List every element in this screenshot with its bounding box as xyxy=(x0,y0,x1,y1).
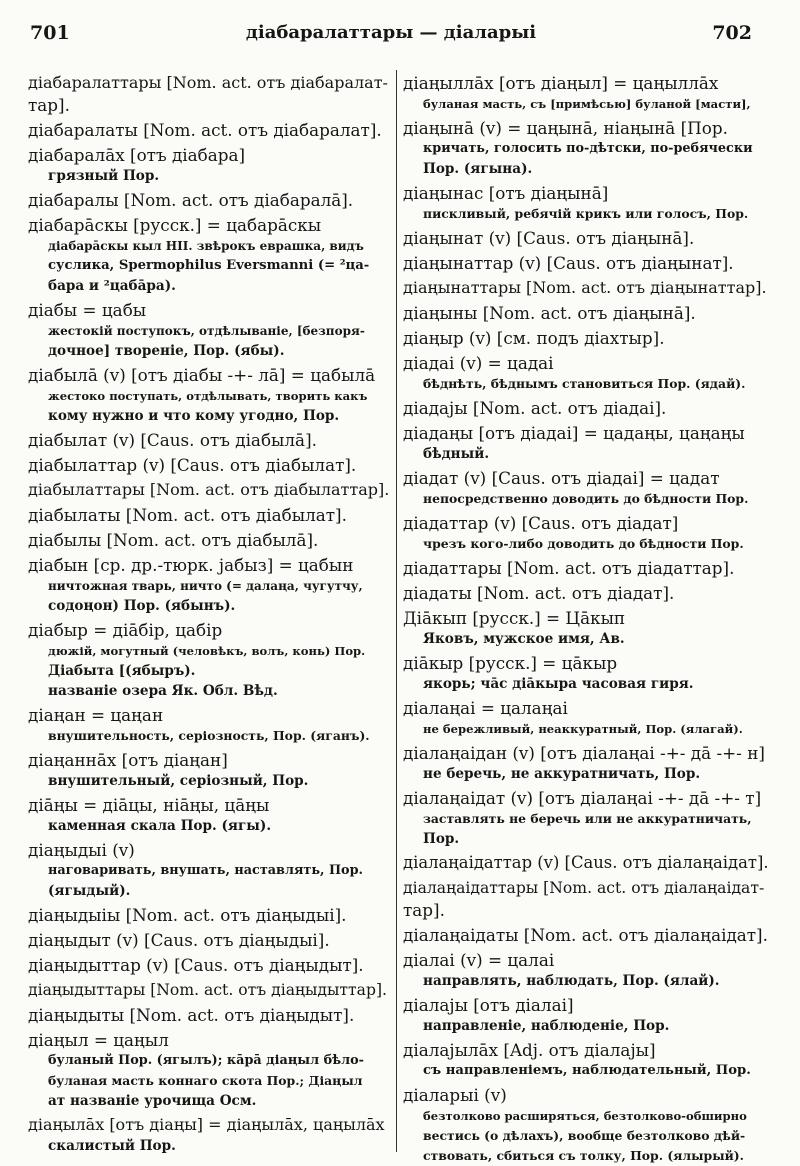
entry-gloss-line: пискливый, ребячій крикъ или голосъ, Пор. xyxy=(423,206,749,221)
entry-headword-line: діалајылāх [Adj. отъ діалајы] xyxy=(403,1040,656,1060)
dictionary-entry xyxy=(28,364,392,426)
entry-headword-line: тар]. xyxy=(28,95,70,115)
dictionary-entry xyxy=(403,182,773,224)
dictionary-entry xyxy=(28,1029,392,1111)
entry-headword-line: діаңылāх [отъ діаңы] = діаңылāх, цаңылāх xyxy=(28,1115,385,1134)
entry-gloss-line: дочное] твореніе, Пор. (ябы). xyxy=(48,343,285,359)
entry-headword-line: діалаңаідаты [Nom. act. отъ діалаңаідат]. xyxy=(403,925,768,945)
entry-headword-line: діалаңаідаттары [Nom. act. отъ діалаңаідат- xyxy=(403,879,765,897)
entry-headword-line: діалаңаідан (v) [отъ діалаңаі -+- дā -+- н] xyxy=(403,743,765,763)
entry-gloss-line: скалистый Пор. xyxy=(48,1138,176,1154)
entry-gloss-line: внушительность, серіозность, Пор. (яганъ). xyxy=(48,728,370,743)
dictionary-entry xyxy=(28,479,392,501)
entry-headword-line: діабылā (v) [отъ діабы -+- лā] = цабылā xyxy=(28,365,376,385)
entry-headword-line: діаңыдыт (v) [Caus. отъ діаңыдыі]. xyxy=(28,930,330,950)
right-column xyxy=(403,72,773,1163)
entry-gloss-line: грязный Пор. xyxy=(48,168,160,184)
entry-headword-line: діабы = цабы xyxy=(28,300,147,320)
dictionary-entry xyxy=(403,924,773,946)
entry-gloss-line: направленіе, наблюденіе, Пор. xyxy=(423,1018,670,1034)
entry-headword-line: діаңыны [Nom. act. отъ діаңынā]. xyxy=(403,303,696,323)
dictionary-entry xyxy=(403,1039,773,1081)
entry-gloss-line: непосредственно доводить до бѣдности Пор. xyxy=(423,491,749,506)
dictionary-entry xyxy=(403,949,773,991)
entry-gloss-line: наговаривать, внушать, наставлять, Пор. xyxy=(48,863,363,878)
running-title: діабаралаттары — діаларыі xyxy=(245,22,537,43)
dictionary-entry xyxy=(403,697,773,739)
dictionary-entry xyxy=(403,302,773,324)
entry-headword-line: діаңыдыты [Nom. act. отъ діаңыдыт]. xyxy=(28,1005,355,1025)
dictionary-entry xyxy=(28,119,392,141)
dictionary-entry xyxy=(403,352,773,394)
entry-gloss-line: Пор. (ягына). xyxy=(423,161,533,177)
entry-gloss-line: заставлять не беречь или не аккуратничать, xyxy=(423,811,752,826)
dictionary-entry xyxy=(28,979,392,1001)
entry-gloss-line: буланая масть, съ [примѣсью] буланой [масти], xyxy=(423,97,751,111)
column-divider xyxy=(396,70,397,1152)
entry-headword-line: діалаңаідаттар (v) [Caus. отъ діалаңаідат]. xyxy=(403,853,769,872)
page-header xyxy=(30,22,752,48)
dictionary-entry xyxy=(403,327,773,349)
entry-headword-line: діаңынат (v) [Caus. отъ діаңынā]. xyxy=(403,228,695,248)
entry-headword-line: діаңынаттар (v) [Caus. отъ діаңынат]. xyxy=(403,253,734,273)
entry-headword-line: діадаңы [отъ діадаі] = цадаңы, цаңаңы xyxy=(403,423,745,443)
entry-headword-line: тар]. xyxy=(403,900,445,920)
entry-headword-line: діалаі (v) = цалаі xyxy=(403,950,555,970)
dictionary-entry xyxy=(403,557,773,579)
entry-gloss-line: не бережливый, неаккуратный, Пор. (ялагай). xyxy=(423,722,743,736)
entry-gloss-line: Пор. xyxy=(423,831,460,847)
dictionary-entry xyxy=(28,144,392,186)
dictionary-entry xyxy=(403,422,773,464)
dictionary-entry xyxy=(403,787,773,849)
dictionary-entry xyxy=(28,704,392,746)
entry-gloss-line: діабарāскы кыл НІІ. звѣрокъ еврашка, видъ xyxy=(48,239,364,253)
entry-headword-line: діаңыдыіы [Nom. act. отъ діаңыдыі]. xyxy=(28,905,347,925)
dictionary-entry xyxy=(28,429,392,451)
entry-headword-line: діадаттары [Nom. act. отъ діадаттар]. xyxy=(403,558,735,578)
entry-headword-line: діадаі (v) = цадаі xyxy=(403,353,554,373)
dictionary-entry xyxy=(28,794,392,836)
entry-gloss-line: направлять, наблюдать, Пор. (ялай). xyxy=(423,973,720,989)
dictionary-entry xyxy=(403,252,773,274)
dictionary-entry xyxy=(403,72,773,114)
entry-headword-line: Діāкып [русск.] = Цāкып xyxy=(403,608,626,628)
dictionary-entry xyxy=(28,839,392,901)
entry-gloss-line: бара и ²цабāра). xyxy=(48,278,176,294)
entry-gloss-line: дюжій, могутный (человѣкъ, волъ, конь) Пор. xyxy=(48,644,366,658)
dictionary-entry xyxy=(403,227,773,249)
entry-headword-line: діабыр = діāбір, цабір xyxy=(28,620,223,640)
entry-headword-line: діабылы [Nom. act. отъ діабылā]. xyxy=(28,530,319,550)
entry-gloss-line: ствовать, сбиться съ толку, Пор. (ялырый). xyxy=(423,1148,744,1163)
entry-gloss-line: Діабыта [(ябыръ). xyxy=(48,663,196,679)
entry-gloss-line: вестись (о дѣлахъ), вообще безтолково дѣй- xyxy=(423,1128,746,1143)
dictionary-entry xyxy=(28,1004,392,1026)
entry-headword-line: діабарāскы [русск.] = цабарāскы xyxy=(28,215,322,235)
entry-headword-line: діаңыдыттар (v) [Caus. отъ діаңыдыт]. xyxy=(28,955,364,975)
entry-gloss-line: суслика, Spermophilus Eversmanni (= ²ца- xyxy=(48,258,370,273)
dictionary-entry xyxy=(403,1084,773,1166)
entry-gloss-line: внушительный, серіозный, Пор. xyxy=(48,773,309,789)
entry-headword-line: діаңыдыі (v) xyxy=(28,840,135,860)
entry-headword-line: діāкыр [русск.] = цāкыр xyxy=(403,653,618,673)
entry-gloss-line: съ направленіемъ, наблюдательный, Пор. xyxy=(423,1063,751,1078)
dictionary-entry xyxy=(403,277,773,299)
entry-gloss-line: не беречь, не аккуратничать, Пор. xyxy=(423,766,701,782)
dictionary-entry xyxy=(403,512,773,554)
entry-headword-line: діабылат (v) [Caus. отъ діабылā]. xyxy=(28,430,317,450)
entry-headword-line: діаңынас [отъ діаңынā] xyxy=(403,183,609,203)
entry-headword-line: діаңыл = цаңыл xyxy=(28,1030,169,1050)
entry-gloss-line: ат названіе урочища Осм. xyxy=(48,1093,257,1109)
dictionary-entry xyxy=(403,582,773,604)
entry-gloss-line: бѣднѣть, бѣднымъ становиться Пор. (ядай). xyxy=(423,376,746,391)
entry-headword-line: діабылаттар (v) [Caus. отъ діабылат]. xyxy=(28,455,357,475)
dictionary-entry xyxy=(28,454,392,476)
dictionary-entry xyxy=(28,214,392,296)
dictionary-entry xyxy=(28,189,392,211)
dictionary-entry xyxy=(28,929,392,951)
entry-headword-line: діаңыр (v) [см. подъ діахтыр]. xyxy=(403,328,665,348)
dictionary-entry xyxy=(403,117,773,179)
entry-headword-line: діаларыі (v) xyxy=(403,1085,507,1105)
entry-gloss-line: названіе озера Як. Обл. Вѣд. xyxy=(48,683,278,699)
entry-headword-line: діалаңаідат (v) [отъ діалаңаі -+- дā -+- т] xyxy=(403,788,762,808)
dictionary-entry xyxy=(403,607,773,649)
entry-headword-line: діаңыллāх [отъ діаңыл] = цаңыллāх xyxy=(403,73,719,93)
dictionary-entry xyxy=(28,72,392,116)
dictionary-entry xyxy=(28,504,392,526)
entry-headword-line: діабаралāх [отъ діабара] xyxy=(28,145,246,165)
entry-headword-line: діалаңаі = цалаңаі xyxy=(403,698,568,718)
dictionary-entry xyxy=(28,554,392,616)
left-page-number: 701 xyxy=(30,22,70,44)
entry-headword-line: діабылаттары [Nom. act. отъ діабылаттар]. xyxy=(28,480,390,499)
entry-headword-line: діадаты [Nom. act. отъ діадат]. xyxy=(403,583,675,603)
entry-headword-line: діалајы [отъ діалаі] xyxy=(403,995,574,1015)
entry-gloss-line: (ягыдый). xyxy=(48,883,131,899)
dictionary-entry xyxy=(28,954,392,976)
entry-headword-line: діаңыдыттары [Nom. act. отъ діаңыдыттар]. xyxy=(28,981,388,999)
dictionary-entry xyxy=(28,749,392,791)
dictionary-entry xyxy=(28,904,392,926)
dictionary-entry xyxy=(28,299,392,361)
dictionary-entry xyxy=(403,742,773,784)
entry-gloss-line: ничтожная тварь, ничто (= далаңа, чугутчу, xyxy=(48,579,363,593)
dictionary-entry xyxy=(403,397,773,419)
dictionary-entry xyxy=(403,852,773,874)
entry-gloss-line: бѣдный. xyxy=(423,446,490,462)
entry-gloss-line: жестокій поступокъ, отдѣлываніе, [безпоря- xyxy=(48,324,365,338)
entry-headword-line: діабын [ср. др.-тюрк. јабыз] = цабын xyxy=(28,555,354,575)
entry-headword-line: діāңы = діāцы, ніāңы, цāңы xyxy=(28,795,270,815)
left-column xyxy=(28,72,392,1152)
dictionary-entry xyxy=(403,877,773,921)
entry-gloss-line: содоңон) Пор. (ябынъ). xyxy=(48,598,236,614)
entry-headword-line: діабаралаттары [Nom. act. отъ діабаралат- xyxy=(28,73,388,92)
dictionary-entry xyxy=(28,1114,392,1156)
entry-gloss-line: якорь; чāс діāкыра часовая гиря. xyxy=(423,676,694,692)
entry-gloss-line: буланый Пор. (ягылъ); кāрā діаңыл бѣло- xyxy=(48,1053,364,1068)
entry-gloss-line: Яковъ, мужское имя, Ав. xyxy=(423,631,625,647)
dictionary-entry xyxy=(403,652,773,694)
entry-headword-line: діаңынаттары [Nom. act. отъ діаңынаттар]. xyxy=(403,278,767,297)
entry-gloss-line: безтолково расширяться, безтолково-обширно xyxy=(423,1109,747,1123)
entry-headword-line: діаңынā (v) = цаңынā, ніаңынā [Пор. xyxy=(403,118,728,138)
entry-gloss-line: чрезъ кого-либо доводить до бѣдности Пор. xyxy=(423,536,744,551)
entry-gloss-line: кричать, голосить по-дѣтски, по-ребячески xyxy=(423,141,753,156)
entry-gloss-line: буланая масть коннаго скота Пор.; Діаңыл xyxy=(48,1073,363,1088)
entry-headword-line: діаңаннāх [отъ діаңан] xyxy=(28,750,228,770)
entry-headword-line: діабылаты [Nom. act. отъ діабылат]. xyxy=(28,505,347,525)
entry-headword-line: діадајы [Nom. act. отъ діадаі]. xyxy=(403,398,667,418)
right-page-number: 702 xyxy=(712,22,752,44)
entry-headword-line: діадат (v) [Caus. отъ діадаі] = цадат xyxy=(403,468,720,488)
entry-gloss-line: жестоко поступать, отдѣлывать, творить какъ xyxy=(48,389,368,403)
dictionary-entry xyxy=(28,619,392,701)
entry-gloss-line: кому нужно и что кому угодно, Пор. xyxy=(48,408,340,424)
dictionary-entry xyxy=(403,467,773,509)
dictionary-entry xyxy=(403,994,773,1036)
entry-gloss-line: каменная скала Пор. (ягы). xyxy=(48,818,272,834)
entry-headword-line: діабаралы [Nom. act. отъ діабаралā]. xyxy=(28,190,354,210)
entry-headword-line: діадаттар (v) [Caus. отъ діадат] xyxy=(403,513,679,533)
entry-headword-line: діабаралаты [Nom. act. отъ діабаралат]. xyxy=(28,120,382,140)
entry-headword-line: діаңан = цаңан xyxy=(28,705,164,725)
dictionary-entry xyxy=(28,529,392,551)
